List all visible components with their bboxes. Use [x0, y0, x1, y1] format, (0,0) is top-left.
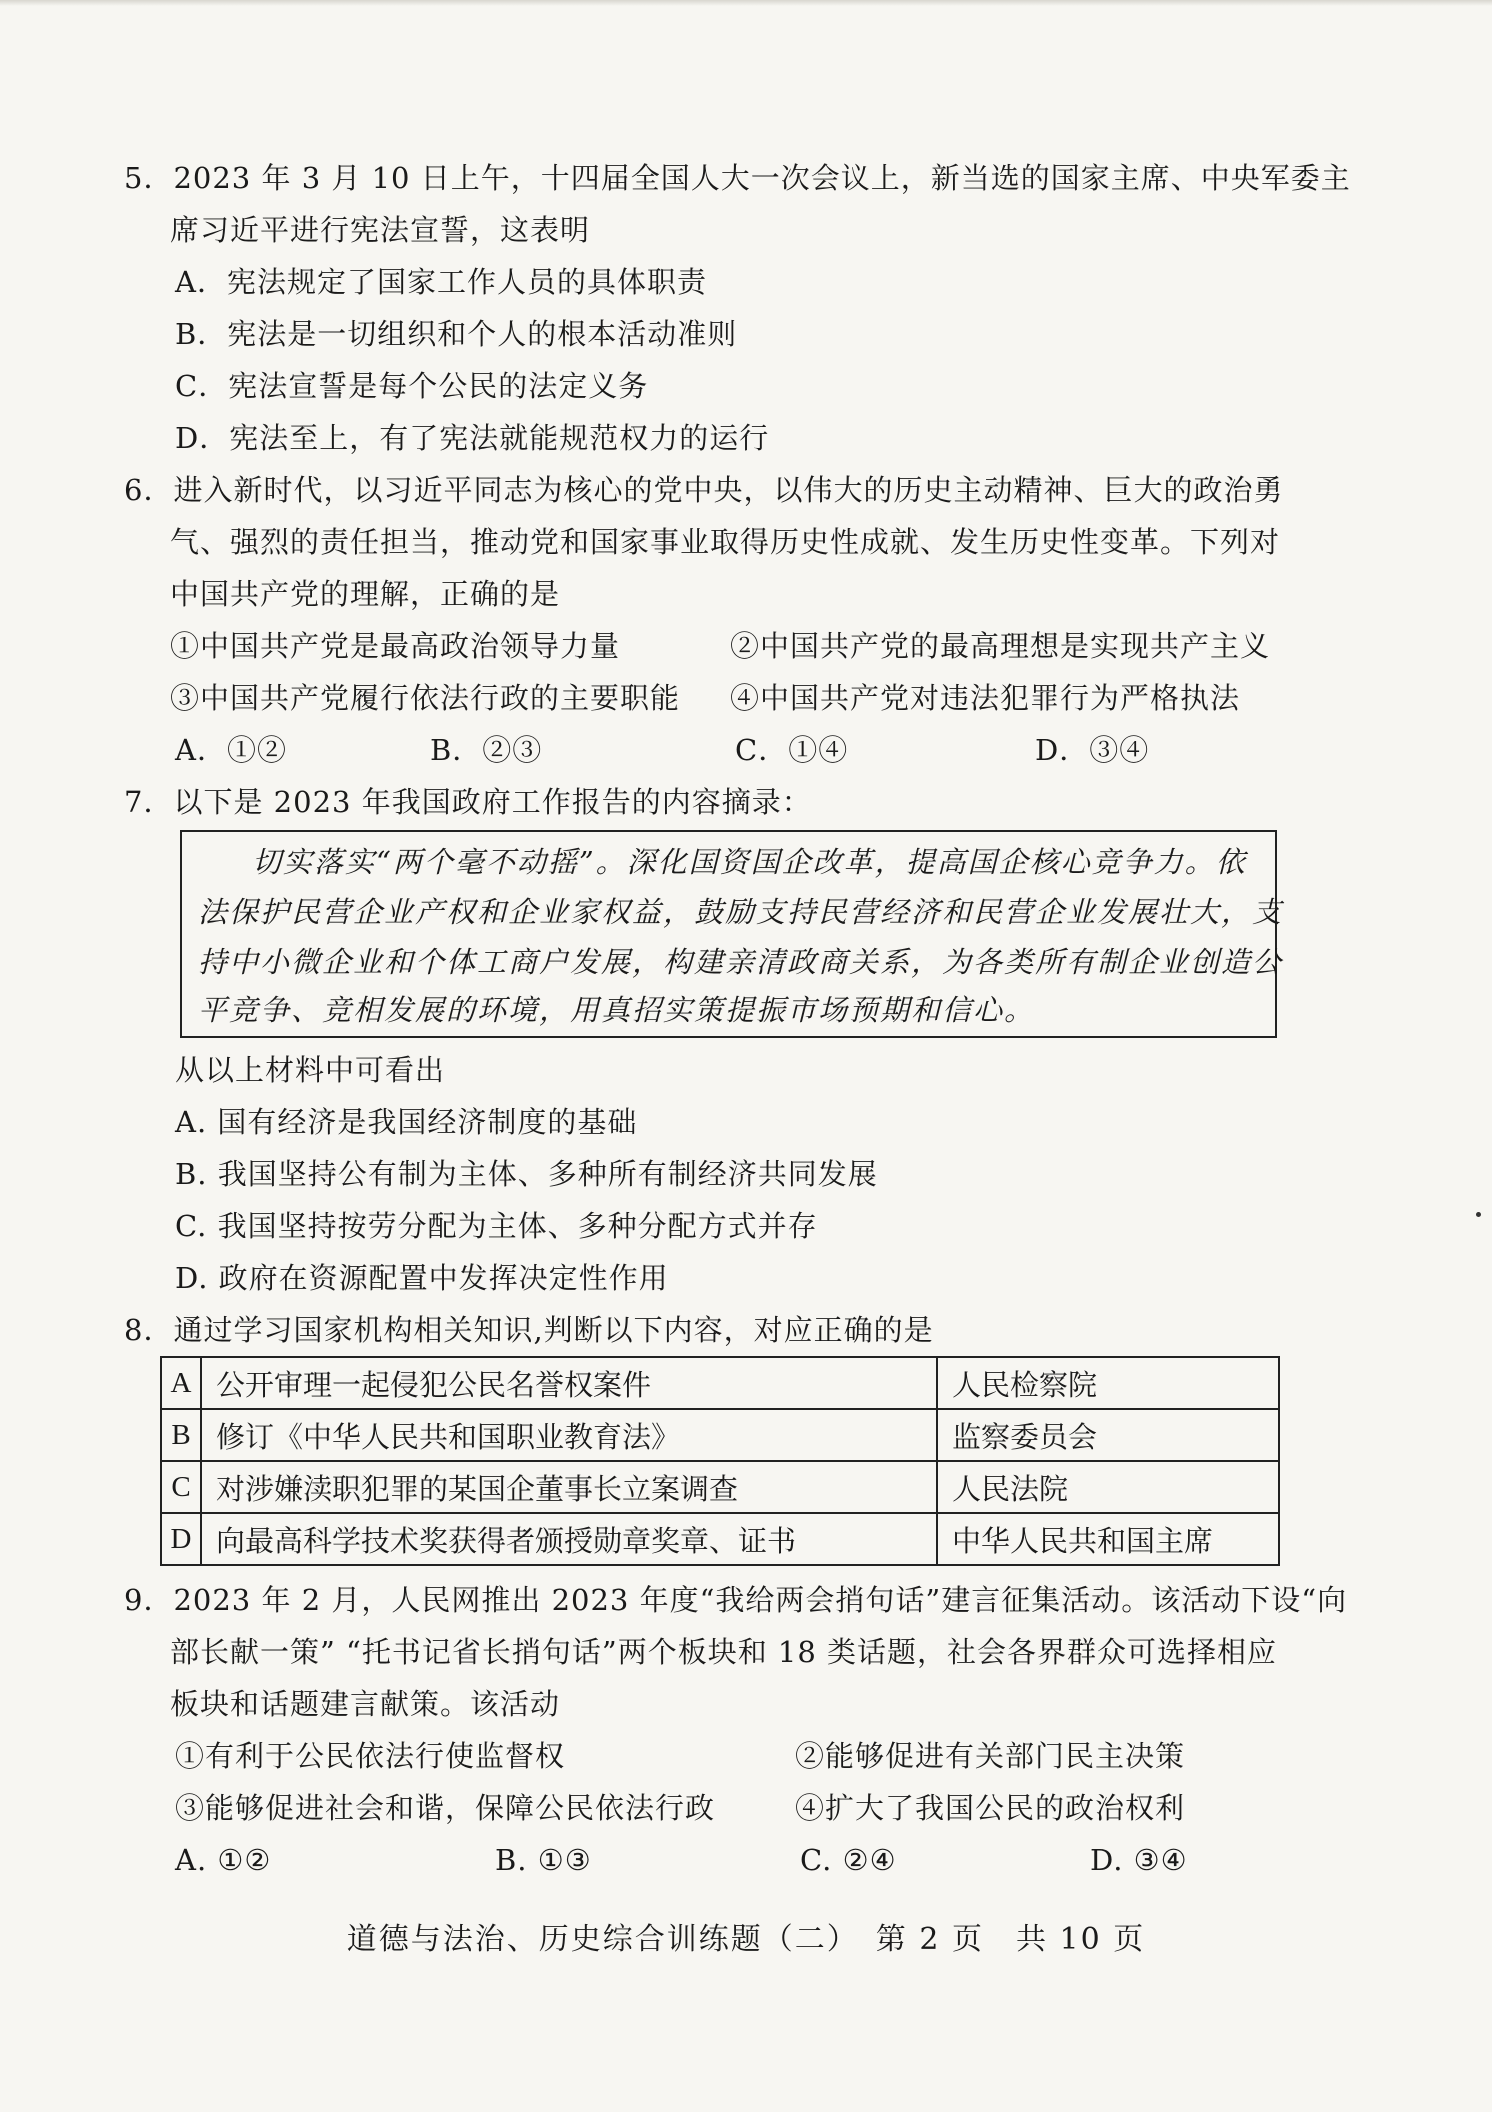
row-organ: 人民法院: [937, 1461, 1279, 1513]
q9-choice-c: C. ②④: [800, 1843, 897, 1877]
q6-choice-c: C．①④: [735, 733, 849, 767]
row-letter: B: [161, 1409, 201, 1461]
q9-stem-line1: 9．2023 年 2 月，人民网推出 2023 年度“我给两会捎句话”建言征集活动。该活动下设“向: [124, 1583, 1348, 1617]
row-content: 向最高科学技术奖获得者颁授勋章奖章、证书: [201, 1513, 937, 1565]
table-row: [161, 1513, 1279, 1565]
q5-option-a: A．宪法规定了国家工作人员的具体职责: [175, 265, 707, 299]
row-letter: A: [161, 1357, 201, 1409]
page-footer: 道德与法治、历史综合训练题（二） 第 2 页 共 10 页: [346, 1922, 1146, 1957]
q5-stem-line1: 5．2023 年 3 月 10 日上午，十四届全国人大一次会议上，新当选的国家主席、中央军委主: [124, 161, 1351, 195]
q9-stem-line2: 部长献一策” “托书记省长捎句话”两个板块和 18 类话题，社会各界群众可选择相应: [170, 1635, 1278, 1669]
row-content: 对涉嫌渎职犯罪的某国企董事长立案调查: [201, 1461, 937, 1513]
q9-stem-line3: 板块和话题建言献策。该活动: [170, 1687, 561, 1721]
q9-choice-b: B. ①③: [495, 1843, 592, 1877]
q6-choice-d: D．③④: [1035, 733, 1150, 767]
q5-option-b: B．宪法是一切组织和个人的根本活动准则: [175, 317, 738, 351]
row-content: 公开审理一起侵犯公民名誉权案件: [201, 1357, 937, 1409]
q7-option-d: D. 政府在资源配置中发挥决定性作用: [175, 1261, 669, 1295]
q7-material-line4: 平竞争、竞相发展的环境，用真招实策提振市场预期和信心。: [198, 993, 1036, 1027]
table-row: [161, 1357, 1279, 1409]
table-row: [161, 1409, 1279, 1461]
q6-stem-line1: 6．进入新时代，以习近平同志为核心的党中央，以伟大的历史主动精神、巨大的政治勇: [124, 473, 1284, 507]
q9-choice-d: D. ③④: [1090, 1843, 1188, 1877]
q7-option-a: A. 国有经济是我国经济制度的基础: [175, 1105, 638, 1139]
q6-stem-line3: 中国共产党的理解，正确的是: [170, 577, 561, 611]
scan-edge: [0, 0, 1492, 6]
q7-material-box: [180, 830, 1284, 1038]
q5-option-d: D．宪法至上，有了宪法就能规范权力的运行: [175, 421, 770, 455]
row-letter: C: [161, 1461, 201, 1513]
q7-stem-line1: 7．以下是 2023 年我国政府工作报告的内容摘录：: [124, 785, 812, 819]
q8-stem-line1: 8．通过学习国家机构相关知识,判断以下内容，对应正确的是: [124, 1313, 934, 1347]
q6-item-1: ①中国共产党是最高政治领导力量: [170, 629, 621, 663]
q7-option-c: C. 我国坚持按劳分配为主体、多种分配方式并存: [175, 1209, 818, 1243]
q6-item-2: ②中国共产党的最高理想是实现共产主义: [730, 629, 1271, 663]
q9-item-3: ③能够促进社会和谐，保障公民依法行政: [175, 1791, 716, 1825]
q7-material-line2: 法保护民营企业产权和企业家权益，鼓励支持民营经济和民营企业发展壮大，支: [198, 895, 1284, 929]
row-organ: 监察委员会: [937, 1409, 1279, 1461]
q5-option-c: C．宪法宣誓是每个公民的法定义务: [175, 369, 649, 403]
scan-speck: [1476, 1212, 1481, 1217]
row-organ: 中华人民共和国主席: [937, 1513, 1279, 1565]
row-letter: D: [161, 1513, 201, 1565]
row-content: 修订《中华人民共和国职业教育法》: [201, 1409, 937, 1461]
q6-item-4: ④中国共产党对违法犯罪行为严格执法: [730, 681, 1241, 715]
q6-item-3: ③中国共产党履行依法行政的主要职能: [170, 681, 681, 715]
q7-material-line1: 切实落实“两个毫不动摇”。深化国资国企改革，提高国企核心竞争力。依: [252, 845, 1247, 879]
table-row: [161, 1461, 1279, 1513]
q9-item-4: ④扩大了我国公民的政治权利: [795, 1791, 1186, 1825]
q9-choice-a: A. ①②: [175, 1843, 272, 1877]
q9-item-1: ①有利于公民依法行使监督权: [175, 1739, 566, 1773]
q6-stem-line2: 气、强烈的责任担当，推动党和国家事业取得历史性成就、发生历史性变革。下列对: [170, 525, 1281, 559]
q8-table: [160, 1356, 1280, 1566]
row-organ: 人民检察院: [937, 1357, 1279, 1409]
q6-choice-b: B．②③: [430, 733, 543, 767]
q5-stem-line2: 席习近平进行宪法宣誓，这表明: [170, 213, 591, 247]
q7-material-line3: 持中小微企业和个体工商户发展，构建亲清政商关系，为各类所有制企业创造公: [198, 945, 1284, 979]
q6-choice-a: A．①②: [175, 733, 287, 767]
q7-question: 从以上材料中可看出: [175, 1053, 446, 1087]
q7-option-b: B. 我国坚持公有制为主体、多种所有制经济共同发展: [175, 1157, 878, 1191]
q9-item-2: ②能够促进有关部门民主决策: [795, 1739, 1186, 1773]
